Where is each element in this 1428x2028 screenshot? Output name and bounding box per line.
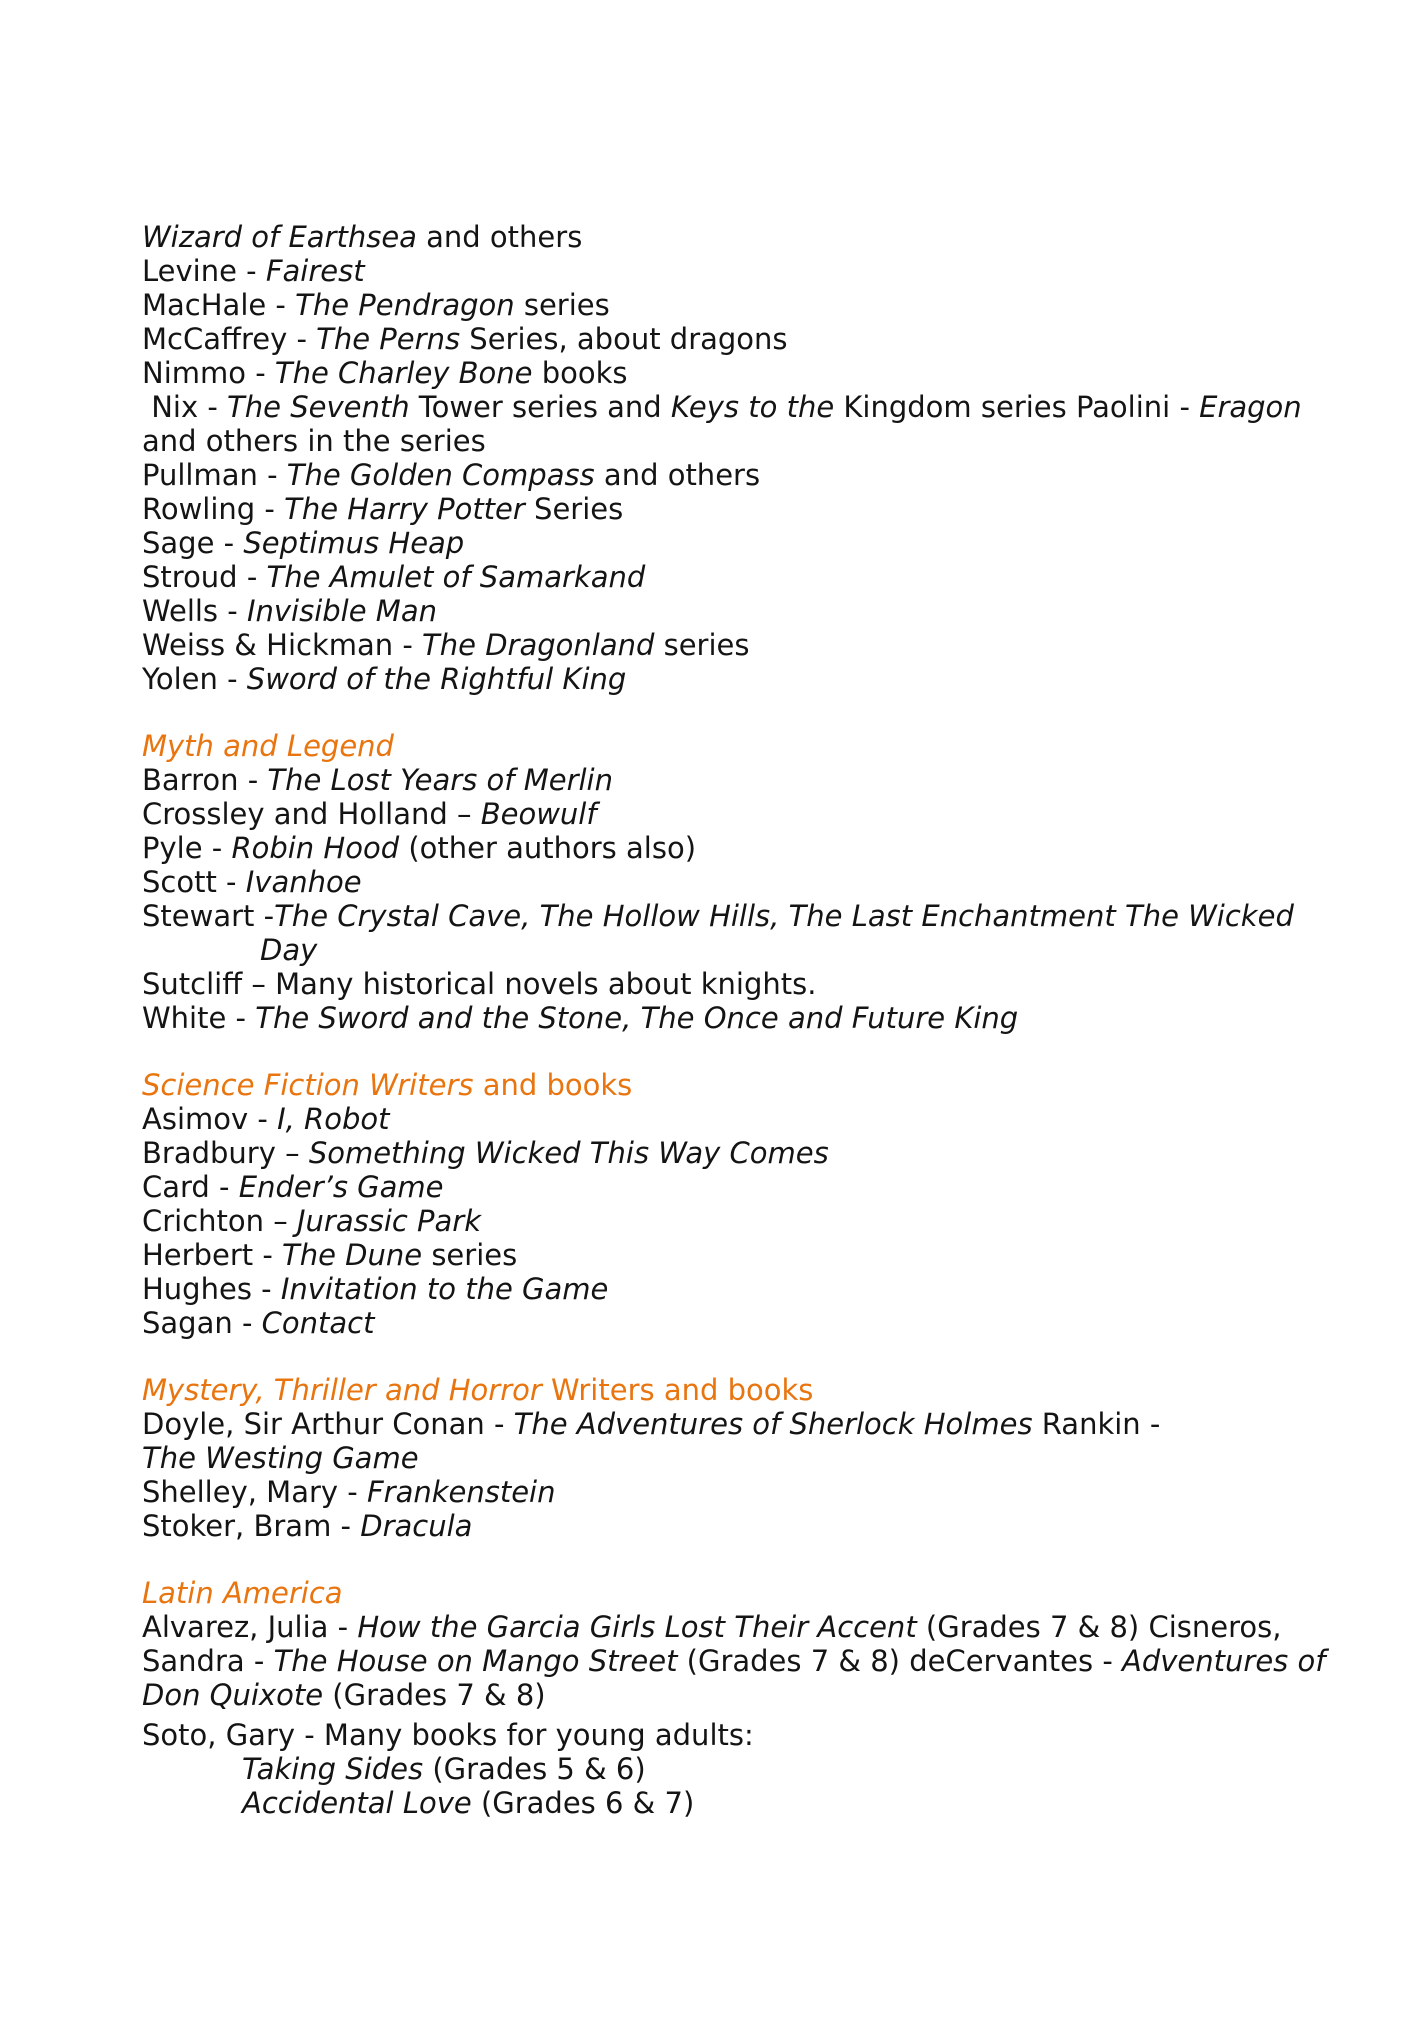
author-text: Stroud - [142,560,267,594]
author-text: McCaffrey - [142,322,317,356]
author-text: (Grades 7 & 8) [323,1678,546,1712]
book-title-text: Jurassic Park [296,1204,482,1238]
book-line [142,390,1338,424]
book-list-section [142,1576,1338,1820]
author-text: Pyle - [142,831,232,865]
book-list-section [142,729,1338,1035]
book-title-text: Keys to the [670,390,835,424]
book-title-text: Beowulf [480,797,597,831]
book-line [142,356,1338,390]
author-text: Crossley and Holland – [142,797,481,831]
book-title-text: Septimus Heap [243,526,465,560]
author-text: Soto, Gary - Many books for young adults: [142,1718,754,1752]
section-header [142,729,1338,763]
book-title-text: Invisible Man [246,594,437,628]
author-text: Sandra - [142,1644,274,1678]
author-text: Rowling - [142,492,285,526]
book-line [142,865,1338,899]
author-text: Sage - [142,526,244,560]
book-line [142,831,1338,865]
author-text: (Grades 5 & 6) [423,1752,646,1786]
author-text: Yolen - [142,662,247,696]
book-line [142,1718,1338,1752]
book-title-text: Frankenstein [366,1475,556,1509]
book-title-text: Day [260,933,318,967]
book-title-text: The Dune [282,1238,423,1272]
author-text: Sagan - [142,1306,262,1340]
author-text: Rankin - [1032,1407,1161,1441]
book-line [142,1509,1338,1543]
book-line [142,526,1338,560]
book-line [142,560,1338,594]
author-text: Pullman - [142,458,287,492]
author-text: Scott - [142,865,246,899]
author-text: series [422,1238,518,1272]
book-title-text: The Dragonland [422,628,655,662]
author-text: series [654,628,750,662]
author-text: Tower series and [409,390,671,424]
author-text: Stewart - [142,899,275,933]
author-text: Nix - [142,390,228,424]
book-line [142,1610,1338,1644]
book-title-text: Robin Hood [231,831,400,865]
book-title-text: Sword of the Rightful King [246,662,627,696]
author-text: and others [594,458,761,492]
section-header [142,1373,1338,1407]
book-line [142,254,1338,288]
author-text: Crichton – [142,1204,297,1238]
author-text: MacHale - [142,288,296,322]
author-text: Wells - [142,594,247,628]
book-title-text: The Charley Bone [274,356,533,390]
book-title-text: Ender’s Game [238,1170,444,1204]
section-header [142,1576,1338,1610]
book-title-text: Eragon [1199,390,1302,424]
book-title-text: Dracula [360,1509,473,1543]
author-text: Weiss & Hickman - [142,628,423,662]
book-title-text: Ivanhoe [245,865,362,899]
book-line [142,628,1338,662]
author-text: Sutcliff – Many historical novels about knights. [142,967,817,1001]
author-text: Asimov - [142,1102,278,1136]
book-title-text: The Perns [316,322,461,356]
book-line [142,1752,1338,1786]
author-text: and books [473,1068,633,1102]
book-title-text: Latin America [142,1576,343,1610]
book-line [142,1407,1338,1441]
author-text: books [532,356,628,390]
author-text: Stoker, Bram - [142,1509,361,1543]
author-text: and others [416,220,583,254]
book-line [142,933,1338,967]
book-line [142,1644,1338,1678]
author-text: Series [524,492,624,526]
book-line [142,1204,1338,1238]
book-list-section [142,1068,1338,1340]
book-title-text: Accidental Love [242,1786,472,1820]
author-text: (Grades 6 & 7) [471,1786,695,1820]
book-line [142,1170,1338,1204]
book-line [142,458,1338,492]
book-title-text: The Golden Compass [286,458,595,492]
book-title-text: Taking Sides [242,1752,424,1786]
book-title-text: Don Quixote [142,1678,324,1712]
author-text: series [514,288,610,322]
book-line [142,594,1338,628]
book-line [142,1136,1338,1170]
book-line [142,967,1338,1001]
author-text: Hughes - [142,1272,281,1306]
book-title-text: Something Wicked This Way Comes [308,1136,829,1170]
book-line [142,220,1338,254]
section-header [142,1068,1338,1102]
book-title-text: How the Garcia Girls Lost Their Accent [357,1610,917,1644]
author-text: (other authors also) [399,831,697,865]
author-text: Card - [142,1170,239,1204]
book-line [142,1475,1338,1509]
book-title-text: The Seventh [227,390,410,424]
book-title-text: Fairest [265,254,365,288]
author-text: Herbert - [142,1238,283,1272]
author-text: Nimmo - [142,356,275,390]
book-line [142,322,1338,356]
book-title-text: Mystery, Thriller and Horror [142,1373,542,1407]
book-line [142,492,1338,526]
book-title-text: Contact [261,1306,375,1340]
book-line [142,1306,1338,1340]
book-line [142,1102,1338,1136]
book-title-text: The Crystal Cave, The Hollow Hills, The Last Enchantment The Wicked [274,899,1294,933]
book-line [142,424,1338,458]
book-title-text: The Lost Years of Merlin [267,763,613,797]
author-text: Doyle, Sir Arthur Conan - [142,1407,514,1441]
book-line [142,899,1338,933]
author-text: Barron - [142,763,268,797]
author-text: (Grades 7 & 8) deCervantes - [677,1644,1123,1678]
book-title-text: Science Fiction Writers [142,1068,474,1102]
book-list-section [142,1373,1338,1543]
author-text: White - [142,1001,256,1035]
book-line [142,1272,1338,1306]
book-list-section [142,220,1338,696]
book-title-text: Wizard of Earthsea [142,220,417,254]
book-title-text: Invitation to the Game [280,1272,609,1306]
author-text: Alvarez, Julia - [142,1610,358,1644]
author-text: Series, about dragons [460,322,788,356]
book-line [142,662,1338,696]
book-title-text: I, Robot [277,1102,390,1136]
book-title-text: The Amulet of Samarkand [266,560,646,594]
book-line [142,797,1338,831]
book-title-text: Adventures of [1122,1644,1326,1678]
book-line [142,288,1338,322]
author-text: Bradbury – [142,1136,309,1170]
author-text: Shelley, Mary - [142,1475,367,1509]
author-text: Kingdom series Paolini - [834,390,1200,424]
book-title-text: The Harry Potter [284,492,525,526]
author-text: Levine - [142,254,266,288]
book-title-text: The Westing Game [142,1441,419,1475]
book-line [142,1786,1338,1820]
author-text: Writers and books [541,1373,814,1407]
book-title-text: The Adventures of Sherlock Holmes [513,1407,1033,1441]
book-title-text: Myth and Legend [142,729,394,763]
book-title-text: The Sword and the Stone, The Once and Future King [255,1001,1019,1035]
book-line [142,1001,1338,1035]
author-text: (Grades 7 & 8) Cisneros, [916,1610,1282,1644]
book-line [142,1441,1338,1475]
book-line [142,1678,1338,1712]
book-title-text: The Pendragon [295,288,515,322]
book-line [142,1238,1338,1272]
book-title-text: The House on Mango Street [273,1644,678,1678]
book-line [142,763,1338,797]
author-text: and others in the series [142,424,486,458]
